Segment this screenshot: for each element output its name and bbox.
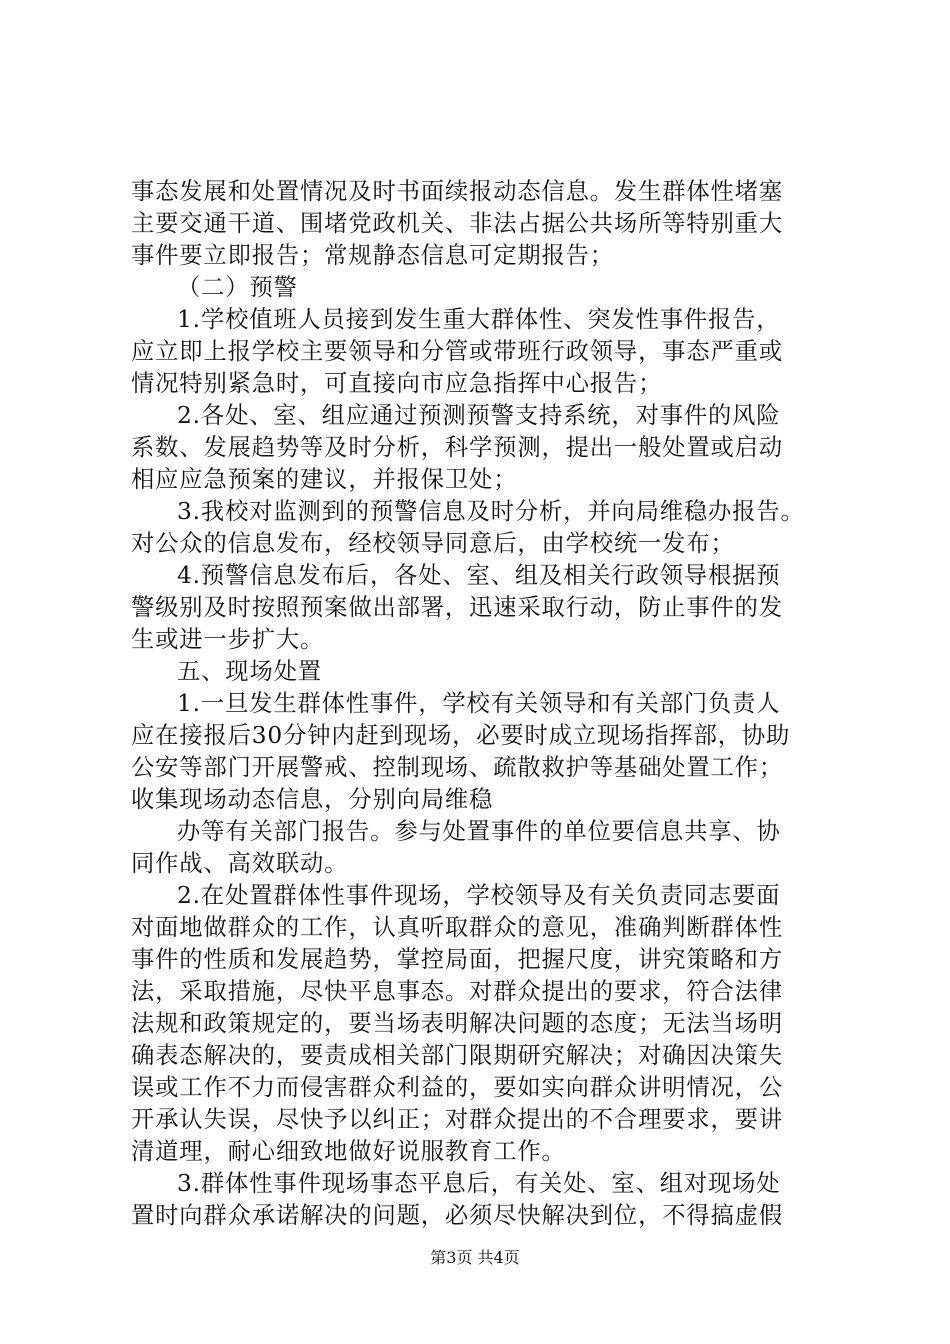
text-line: 2.各处、室、组应通过预测预警支持系统，对事件的风险 (177, 402, 781, 429)
text-line: 警级别及时按照预案做出部署，迅速采取行动，防止事件的发 (131, 594, 783, 621)
text-line: 收集现场动态信息，分别向局维稳 (131, 786, 494, 813)
text-line: 五、现场处置 (177, 658, 322, 685)
text-line: 法规和政策规定的，要当场表明解决问题的态度；无法当场明 (131, 1010, 783, 1037)
text-line: 应立即上报学校主要领导和分管或带班行政领导，事态严重或 (131, 338, 783, 365)
text-line: 事件的性质和发展趋势，掌控局面，把握尺度，讲究策略和方 (131, 946, 783, 973)
text-line: 1.学校值班人员接到发生重大群体性、突发性事件报告， (177, 306, 781, 333)
text-line: 对面地做群众的工作，认真听取群众的意见，准确判断群体性 (131, 914, 783, 941)
document-body (131, 176, 831, 1232)
text-line: 1.一旦发生群体性事件，学校有关领导和有关部门负责人 (177, 690, 781, 717)
text-line: 开承认失误，尽快予以纠正；对群众提出的不合理要求，要讲 (131, 1106, 783, 1133)
text-line: 2.在处置群体性事件现场，学校领导及有关负责同志要面 (177, 882, 781, 909)
text-line: 对公众的信息发布，经校领导同意后，由学校统一发布； (131, 530, 735, 557)
text-line: 确表态解决的，要责成相关部门限期研究解决；对确因决策失 (131, 1042, 783, 1069)
text-line: 清道理，耐心细致地做好说服教育工作。 (131, 1138, 566, 1165)
text-line: 置时向群众承诺解决的问题，必须尽快解决到位，不得搞虚假 (131, 1202, 783, 1229)
text-line: 3.群体性事件现场事态平息后，有关处、室、组对现场处 (177, 1170, 781, 1197)
text-line: 应在接报后30分钟内赶到现场，必要时成立现场指挥部，协助 (131, 722, 791, 749)
text-line: 事态发展和处置情况及时书面续报动态信息。发生群体性堵塞 (131, 178, 783, 205)
text-line: （二）预警 (177, 274, 298, 301)
text-line: 相应应急预案的建议，并报保卫处； (131, 466, 518, 493)
text-line: 同作战、高效联动。 (131, 850, 349, 877)
text-line: 系数、发展趋势等及时分析，科学预测，提出一般处置或启动 (131, 434, 783, 461)
text-line: 法，采取措施，尽快平息事态。对群众提出的要求，符合法律 (131, 978, 783, 1005)
text-line: 办等有关部门报告。参与处置事件的单位要信息共享、协 (177, 818, 781, 845)
text-line: 误或工作不力而侵害群众利益的，要如实向群众讲明情况，公 (131, 1074, 783, 1101)
text-line: 事件要立即报告；常规静态信息可定期报告； (131, 242, 614, 269)
text-line: 主要交通干道、围堵党政机关、非法占据公共场所等特别重大 (131, 210, 783, 237)
text-line: 公安等部门开展警戒、控制现场、疏散救护等基础处置工作； (131, 754, 783, 781)
text-line: 情况特别紧急时，可直接向市应急指挥中心报告； (131, 370, 663, 397)
page-footer: 第3页 共4页 (430, 1248, 520, 1267)
text-line: 生或进一步扩大。 (131, 626, 325, 653)
text-line: 4.预警信息发布后，各处、室、组及相关行政领导根据预 (177, 562, 781, 589)
text-line: 3.我校对监测到的预警信息及时分析，并向局维稳办报告。 (177, 498, 805, 525)
